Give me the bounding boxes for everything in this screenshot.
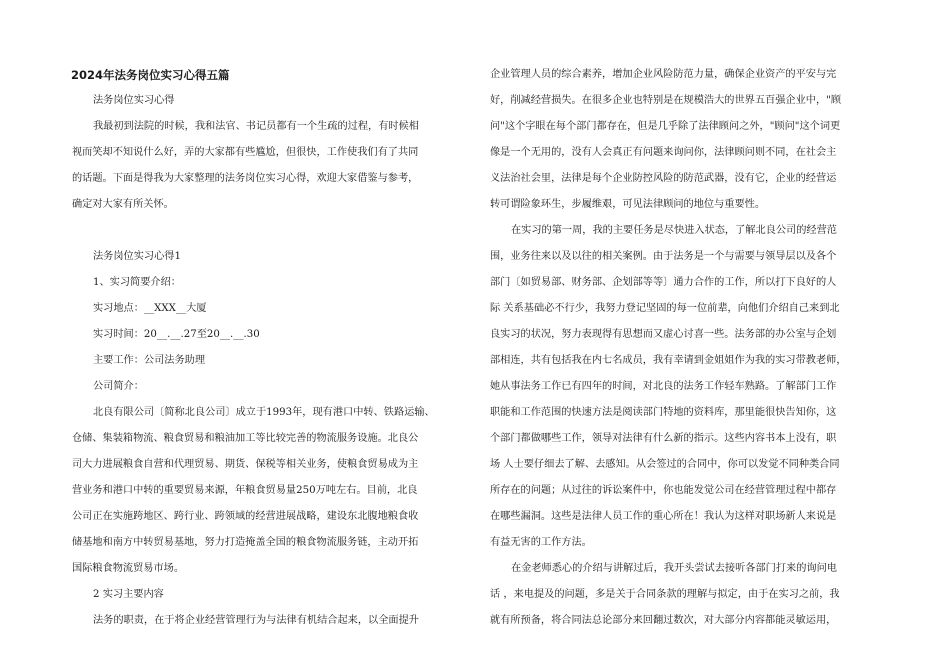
text-line: 场 人士要仔细去了解、去感知。从会签过的合同中，你可以发觉不同种类合同 bbox=[490, 459, 840, 470]
text-line: 个部门都做哪些工作，领导对法律有什么新的指示。这些内容书本上没有，职 bbox=[490, 433, 837, 444]
text-line: 法务的职责，在于将企业经营管理行为与法律有机结合起来，以全面提升 bbox=[93, 615, 419, 626]
text-line: 司大力进展粮食自营和代理贸易、期货、保税等相关业务，使粮食贸易成为主 bbox=[72, 459, 419, 470]
text-line: 部门〔如贸易部、财务部、企划部等等〕通力合作的工作，所以打下良好的人 bbox=[490, 277, 837, 288]
text-line: 在哪些漏洞。这些是法律人员工作的重心所在！我认为这样对职场新人来说是 bbox=[490, 511, 837, 522]
right-column-body bbox=[490, 62, 880, 634]
text-line: 像是一个无用的，没有人会真正有问题来询问你，法律顾问则不同，在社会主 bbox=[490, 147, 837, 158]
text-line: 良实习的状况，努力表现得有思想而又虚心讨喜一些。法务部的办公室与企划 bbox=[490, 329, 837, 340]
blank-line bbox=[72, 218, 467, 244]
text-line: 实习地点：__XXX__大厦 bbox=[93, 303, 207, 314]
text-line: 公司简介： bbox=[93, 381, 144, 392]
text-line: 北良有限公司〔简称北良公司〕成立于1993年，现有港口中转、铁路运输、 bbox=[93, 407, 435, 418]
left-column-body bbox=[72, 88, 467, 634]
text-line: 主要工作：公司法务助理 bbox=[93, 355, 206, 366]
text-line: 确定对大家有所关怀。 bbox=[72, 199, 174, 210]
text-line: 视而笑却不知说什么好，弄的大家都有些尴尬，但很快，工作使我们有了共同 bbox=[72, 147, 419, 158]
text-line: 法务岗位实习心得 bbox=[93, 95, 175, 106]
text-line: 有益无害的工作方法。 bbox=[490, 537, 592, 548]
text-line: 在金老师悉心的介绍与讲解过后，我开头尝试去接听各部门打来的询问电 bbox=[511, 563, 837, 574]
text-line: 实习时间：20__.__.27至20__.__.30 bbox=[93, 329, 260, 340]
text-line: 在实习的第一周，我的主要任务是尽快进入状态，了解北良公司的经营范 bbox=[511, 225, 837, 236]
text-line: 她从事法务工作已有四年的时间，对北良的法务工作轻车熟路。了解部门工作 bbox=[490, 381, 837, 392]
text-line: 公司正在实施跨地区、跨行业、跨领域的经营进展战略，建设东北腹地粮食收 bbox=[72, 511, 419, 522]
text-line: 就有所预备，将合同法总论部分来回翻过数次，对大部分内容都能灵敏运用， bbox=[490, 615, 837, 626]
text-line: 话 ，来电提及的问题，多是关于合同条款的理解与拟定，由于在实习之前，我 bbox=[490, 589, 840, 600]
text-line: 问"这个字眼在每个部门都存在，但是几乎除了法律顾问之外，"顾问"这个词更 bbox=[490, 121, 841, 132]
text-line: 仓储、集装箱物流、粮食贸易和粮油加工等比较完善的物流服务设施。北良公 bbox=[72, 433, 419, 444]
text-line: 储基地和南方中转贸易基地，努力打造掩盖全国的粮食物流服务链，主动开拓 bbox=[72, 537, 419, 548]
text-line: 转可谓险象环生，步履维艰，可见法律顾问的地位与重要性。 bbox=[490, 199, 766, 210]
text-line: 企业管理人员的综合素养，增加企业风险防范力量，确保企业资产的平安与完 bbox=[490, 69, 837, 80]
text-line: 所存在的问题；从过往的诉讼案件中，你也能发觉公司在经营管理过程中都存 bbox=[490, 485, 837, 496]
text-line: 2 实习主要内容 bbox=[93, 589, 164, 600]
text-line: 我最初到法院的时候，我和法官、书记员都有一个生疏的过程，有时候相 bbox=[93, 121, 419, 132]
left-column bbox=[72, 62, 467, 634]
text-line: 国际粮食物流贸易市场。 bbox=[72, 563, 185, 574]
text-line: 际 关系基础必不行少，我努力登记坚固的每一位前辈，向他们介绍自己来到北 bbox=[490, 303, 840, 314]
text-line: 法务岗位实习心得1 bbox=[93, 251, 181, 262]
text-line: 职能和工作范围的快速方法是阅读部门特地的资料库，那里能很快告知你，这 bbox=[490, 407, 837, 418]
text-line: 的话题。下面是得我为大家整理的法务岗位实习心得，欢迎大家借鉴与参考， bbox=[72, 173, 419, 184]
text-line: 好，削减经营损失。在很多企业也特别是在规模浩大的世界五百强企业中，"顾 bbox=[490, 95, 842, 106]
document-title: 2024年法务岗位实习心得五篇 bbox=[71, 68, 230, 82]
right-column bbox=[490, 62, 880, 634]
text-line: 营业务和港口中转的重要贸易来源，年粮食贸易量250万吨左右。目前，北良 bbox=[72, 485, 418, 496]
text-line: 部相连，共有包括我在内七名成员，我有幸请到金姐姐作为我的实习带教老师， bbox=[490, 355, 847, 366]
text-line: 1、实习简要介绍： bbox=[93, 277, 181, 288]
text-line: 围，业务往来以及以往的相关案例。由于法务是一个与需要与领导层以及各个 bbox=[490, 251, 837, 262]
text-line: 义法治社会里，法律是每个企业防控风险的防范武器，没有它，企业的经营运 bbox=[490, 173, 837, 184]
